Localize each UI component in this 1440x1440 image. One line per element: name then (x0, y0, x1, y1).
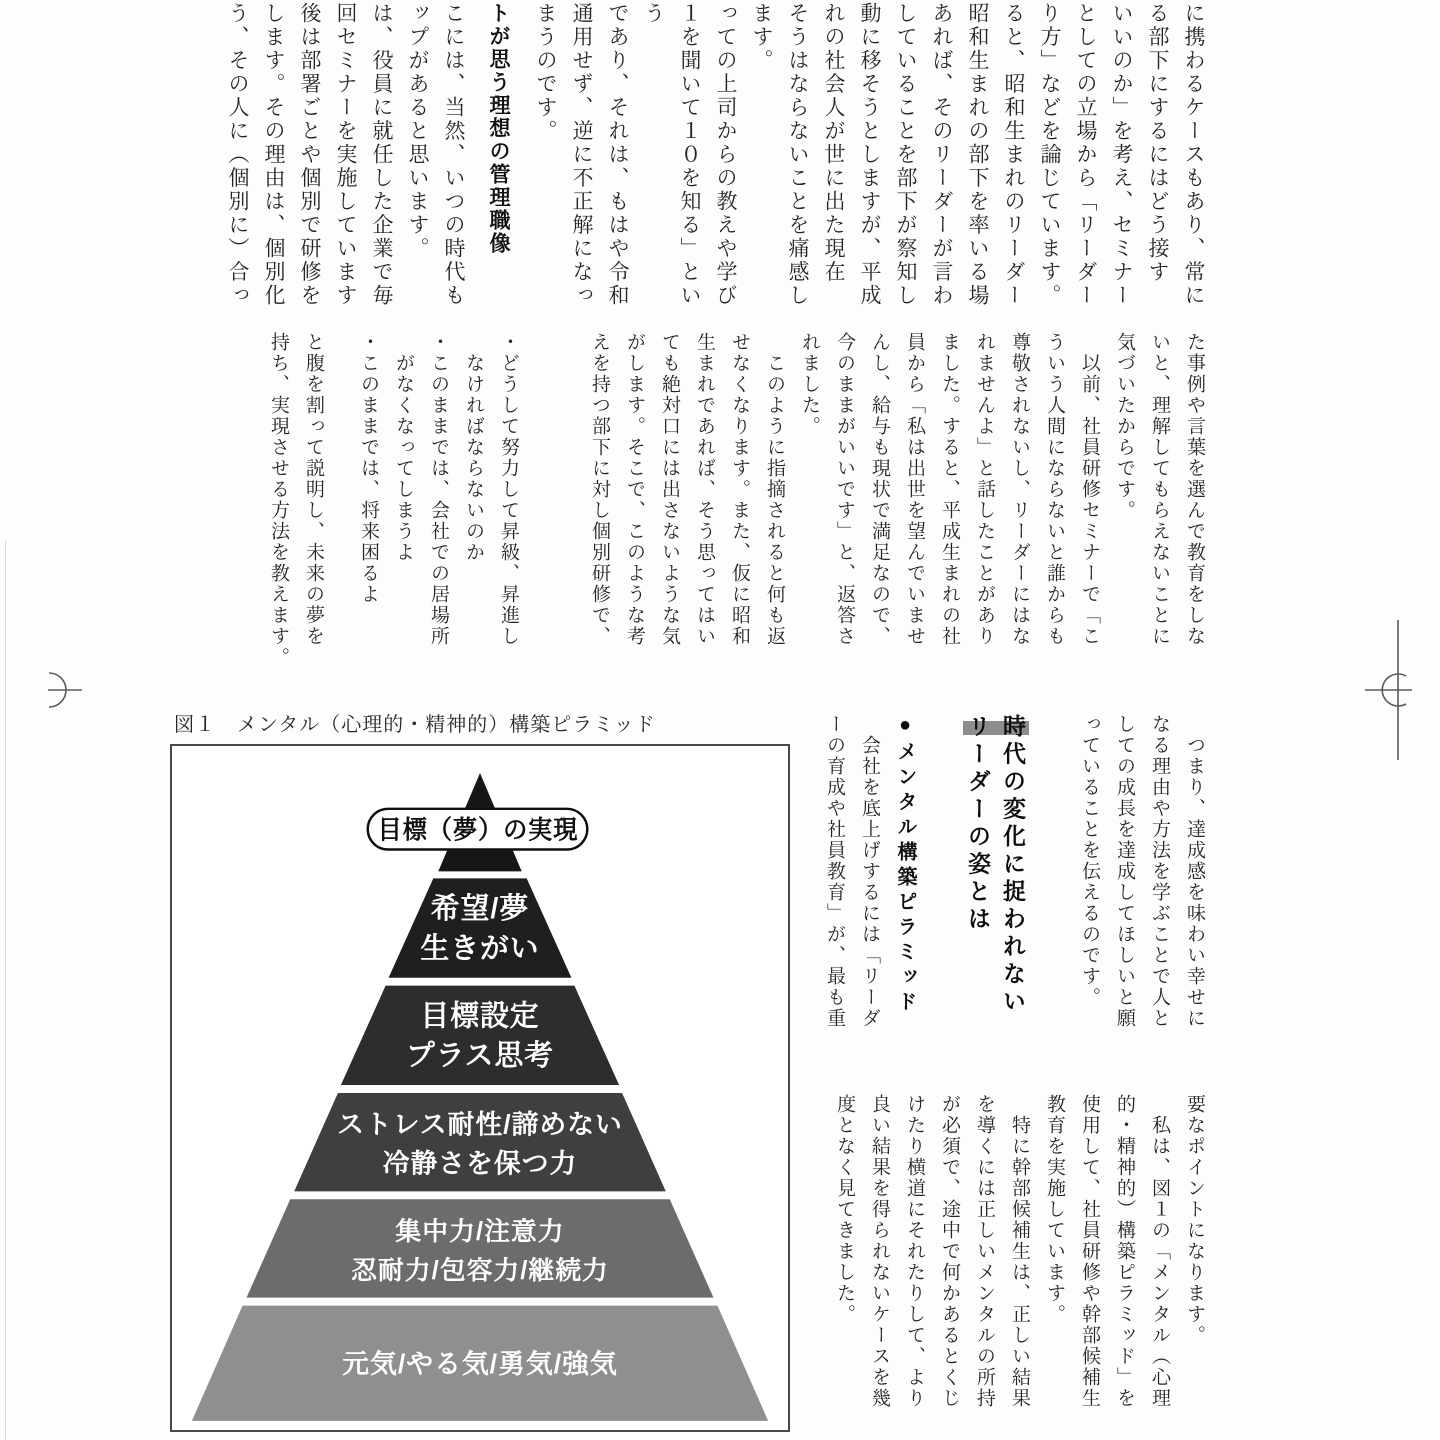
text-column: ると、昭和生まれのリーダー (1002, 2, 1026, 308)
text-column: は、役員に就任した企業で毎 (370, 2, 394, 308)
scan-edge-line (5, 540, 6, 1440)
text-column: そうはならないことを痛感し (786, 2, 810, 308)
text-column: と腹を割って説明し、未来の夢を (303, 332, 324, 647)
section-heading-column: 時代の変化に捉われない (1000, 714, 1026, 1017)
text-column: 以前、社員研修セミナーで「こ (1079, 332, 1100, 647)
pyramid-level-label: 忍耐力/包容力/継続力 (351, 1256, 609, 1285)
pyramid-level-label: 冷静さを保つ力 (382, 1148, 578, 1179)
text-column: 的・精神的）構築ピラミッド」を (1114, 1094, 1135, 1409)
text-column: 今のままがいいです」と、返答さ (834, 332, 855, 647)
text-column: 私は、図１の「メンタル（心理 (1149, 1094, 1170, 1409)
text-column: 回セミナーを実施しています (334, 2, 358, 308)
text-column: 要なポイントになります。 (1184, 1094, 1205, 1346)
pyramid-level-label: 元気/やる気/勇気/強気 (342, 1349, 618, 1380)
text-column: しての成長を達成してほしいと願 (1114, 714, 1135, 1029)
pyramid-level-label: 集中力/注意力 (395, 1218, 565, 1247)
text-column: 員から「私は出世を望んでいませ (904, 332, 925, 647)
text-column: このように指摘されると何も返 (764, 332, 785, 647)
pyramid-level-label: 生きがい (420, 932, 540, 965)
text-column: まうのです。 (534, 2, 558, 143)
text-column: れませんよ」と話したことがあり (974, 332, 995, 647)
text-column: ・このままでは、将来困るよ (358, 332, 379, 605)
text-column: せなくなります。また、仮に昭和 (729, 332, 750, 647)
text-column: 会社を底上げするには「リーダ (859, 714, 880, 1029)
text-column: としての立場から「リーダー (1074, 2, 1098, 308)
text-column: 通用せず、逆に不正解になっ (570, 2, 594, 308)
text-column: 後は部署ごとや個別で研修を (298, 2, 322, 308)
text-column: ップがあると思います。 (406, 2, 430, 261)
text-column: れの社会人が世に出た現在 (822, 2, 846, 284)
text-column: に携わるケースもあり、常に (1182, 2, 1206, 308)
text-column: えを持つ部下に対し個別研修で、 (589, 332, 610, 647)
heading-column: ●メンタル構築ピラミッド (894, 714, 916, 1016)
text-column: ます。 (750, 2, 774, 73)
text-column: がします。そこで、このような考 (624, 332, 645, 647)
registration-mark-right-icon (1358, 612, 1428, 772)
text-column: る部下にするにはどう接す (1146, 2, 1170, 284)
text-column: 教育を実施しています。 (1044, 1094, 1065, 1325)
section-heading-column: リーダーの姿とは (965, 714, 991, 934)
text-column: いと、理解してもらえないことに (1149, 332, 1170, 647)
text-column: 度となく見てきました。 (834, 1094, 855, 1325)
text-column: 生まれであれば、そう思ってはい (694, 332, 715, 647)
text-column: つまり、達成感を味わい幸せに (1184, 714, 1205, 1029)
text-column: あれば、そのリーダーが言わ (930, 2, 954, 308)
text-column: れました。 (799, 332, 820, 437)
text-column: 特に幹部候補生は、正しい結果 (1009, 1094, 1030, 1409)
text-column: り方」などを論じています。 (1038, 2, 1062, 308)
text-column: 昭和生まれの部下を率いる場 (966, 2, 990, 308)
text-column: けたり横道にそれたりして、より (904, 1094, 925, 1409)
text-column: た事例や言葉を選んで教育をしな (1184, 332, 1205, 647)
text-column: ました。すると、平成生まれの社 (939, 332, 960, 647)
text-column: っていることを伝えるのです。 (1079, 714, 1100, 1008)
text-column: っての上司からの教えや学び (714, 2, 738, 308)
pyramid-goal-label: 目標（夢）の実現 (377, 816, 593, 845)
text-column: であり、それは、もはや令和 (606, 2, 630, 308)
text-column: が必須で、途中で何かあるとくじ (939, 1094, 960, 1409)
figure-caption: 図１ メンタル（心理的・精神的）構築ピラミッド (174, 714, 656, 736)
figure-box (170, 744, 790, 1432)
text-column: なる理由や方法を学ぶことで人と (1149, 714, 1170, 1029)
text-column: します。その理由は、個別化 (262, 2, 286, 308)
text-column: こには、当然、いつの時代も (442, 2, 466, 308)
registration-mark-left-icon (30, 660, 90, 720)
article-band-middle (261, 332, 1212, 672)
pyramid-level-label: 目標設定 (420, 1000, 540, 1033)
text-column: を導くには正しいメンタルの所持 (974, 1094, 995, 1409)
text-column: ・どうして努力して昇級、昇進し (498, 332, 519, 647)
text-column: 気づいたからです。 (1114, 332, 1135, 521)
pyramid-level-label: 希望/夢 (430, 893, 530, 926)
text-column: ういう人間にならないと誰からも (1044, 332, 1065, 647)
heading-column: トが思う理想の管理職像 (487, 2, 510, 255)
text-column: 使用して、社員研修や幹部候補生 (1079, 1094, 1100, 1409)
text-column: ・このままでは、会社での居場所 (428, 332, 449, 647)
pyramid-level-label: プラス思考 (405, 1040, 555, 1073)
text-column: 動に移そうとしますが、平成 (858, 2, 882, 308)
text-column: ーの育成や社員教育」が、最も重 (824, 714, 845, 1029)
text-column: なければならないのか (463, 332, 484, 563)
text-column: う、その人に（個別に）合っ (226, 2, 250, 308)
text-column: 持ち、実現させる方法を教えます。 (268, 332, 289, 668)
pyramid-level-label: ストレス耐性/諦めない (337, 1109, 623, 1140)
mental-pyramid-diagram (172, 746, 788, 1430)
text-column: 良い結果を得られないケースを幾 (869, 1094, 890, 1409)
text-column: いいのか」を考え、セミナー (1110, 2, 1134, 308)
text-column: がなくなってしまうよ (393, 332, 414, 563)
article-band-top (220, 2, 1212, 326)
text-column: １を聞いて１０を知る」という (642, 2, 702, 308)
text-column: んし、給与も現状で満足なので、 (869, 332, 890, 647)
text-column: 尊敬されないし、リーダーにはな (1009, 332, 1030, 647)
text-column: していることを部下が察知し (894, 2, 918, 308)
text-column: ても絶対口には出さないような気 (659, 332, 680, 647)
article-band-bottom-lower (827, 1094, 1212, 1440)
article-band-bottom-upper (817, 714, 1212, 1066)
